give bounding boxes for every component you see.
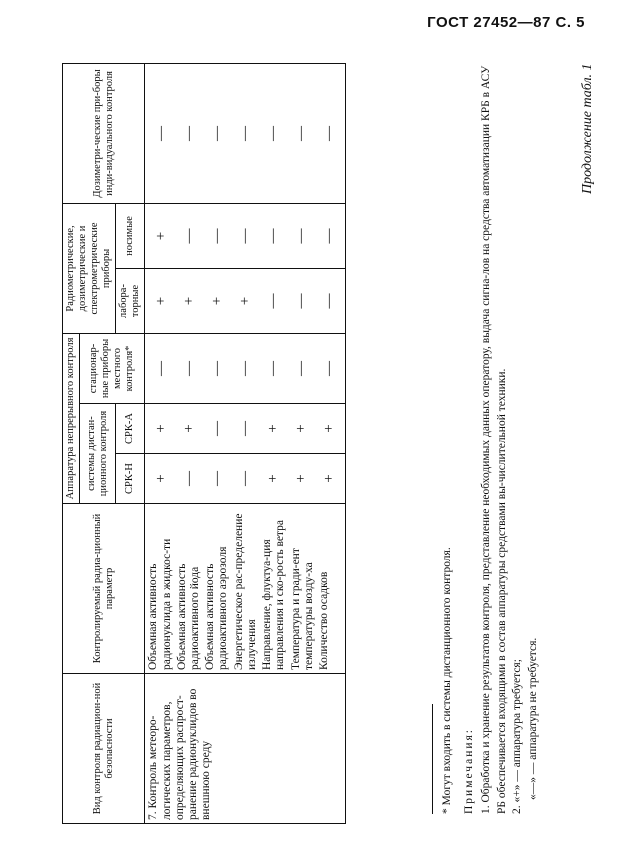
mark: + bbox=[321, 424, 338, 433]
mark: — bbox=[181, 361, 198, 376]
mark: — bbox=[265, 125, 282, 141]
mark: — bbox=[209, 228, 226, 244]
mark: — bbox=[293, 125, 310, 141]
mark: + bbox=[321, 474, 338, 483]
mark: — bbox=[237, 125, 254, 141]
param-text: Объемная активность радиоактивного аэрозоля bbox=[204, 546, 230, 670]
stationary-cell bbox=[145, 333, 346, 403]
header-portable: носимые bbox=[116, 203, 145, 268]
mark: — bbox=[321, 125, 338, 141]
mark: — bbox=[293, 228, 310, 244]
srk-a-cell bbox=[145, 404, 346, 454]
param-cell bbox=[145, 504, 346, 674]
note-item: 1. Обработка и хранение результатов контроля, представление необходимых данных оператору, выдача сигна-лов на средства автоматизации КРБ в АСУ РБ обеспечивается входящими в состав аппаратуры средствами вы-числительной техники. bbox=[480, 65, 508, 814]
mark: — bbox=[321, 293, 338, 309]
parameter-table bbox=[62, 63, 346, 824]
mark: — bbox=[237, 361, 254, 376]
mark: — bbox=[265, 293, 282, 309]
mark: — bbox=[237, 471, 254, 486]
param-text: Температура и гради-ент температуры возду-ха bbox=[289, 548, 315, 670]
notes-block bbox=[440, 54, 541, 814]
mark: — bbox=[321, 228, 338, 244]
header-kind: Вид контроля радиацион-ной безопасности bbox=[63, 674, 145, 824]
param-text: Объемная активность радионуклида в жидкос-ти bbox=[147, 538, 173, 670]
mark: + bbox=[181, 424, 198, 433]
page-header: ГОСТ 27452—87 С. 5 bbox=[427, 14, 585, 31]
lab-cell bbox=[145, 268, 346, 333]
header-srk-a: СРК-А bbox=[116, 404, 145, 454]
mark: — bbox=[153, 125, 170, 141]
dosimetric-cell bbox=[145, 63, 346, 203]
srk-n-cell bbox=[145, 454, 346, 504]
mark: + bbox=[265, 474, 282, 483]
mark: + bbox=[153, 424, 170, 433]
mark: — bbox=[321, 361, 338, 376]
note-item: 2. «+» — аппаратура требуется; bbox=[511, 659, 524, 814]
mark: — bbox=[181, 228, 198, 244]
mark: + bbox=[265, 424, 282, 433]
mark: + bbox=[153, 474, 170, 483]
mark: + bbox=[293, 474, 310, 483]
mark: — bbox=[293, 361, 310, 376]
notes-title: Примечания: bbox=[462, 728, 475, 814]
portable-cell bbox=[145, 203, 346, 268]
mark: — bbox=[153, 361, 170, 376]
mark: — bbox=[181, 471, 198, 486]
mark: — bbox=[237, 228, 254, 244]
header-stationary: стационар-ные приборы местного контроля* bbox=[80, 333, 145, 403]
mark: — bbox=[209, 471, 226, 486]
header-continuous: Аппаратура непрерывного контроля bbox=[63, 333, 80, 503]
param-text: Объемная активность радиоактивного йода bbox=[175, 563, 202, 670]
header-dosimetric: Дозиметри-ческие при-боры инди-видуального контроля bbox=[63, 63, 145, 203]
param-text: Направление, флуктуа-ция направления и ско-рость ветра bbox=[261, 520, 287, 670]
mark: — bbox=[265, 361, 282, 376]
mark: — bbox=[209, 361, 226, 376]
header-radiometric: Радиометрические, дозиметрические и спектрометрические приборы bbox=[63, 203, 116, 333]
param-text: Энергетическое рас-пределение излучения bbox=[232, 513, 258, 670]
mark: — bbox=[293, 293, 310, 309]
mark: — bbox=[237, 421, 254, 436]
footnote: * Могут входить в системы дистанционного контроля. bbox=[441, 547, 453, 814]
mark: + bbox=[237, 296, 254, 306]
mark: + bbox=[181, 296, 198, 306]
mark: — bbox=[265, 228, 282, 244]
mark: + bbox=[153, 296, 170, 306]
note-item: «—» — аппаратура не требуется. bbox=[526, 637, 539, 800]
mark: — bbox=[181, 125, 198, 141]
continuation-title: Продолжение табл. 1 bbox=[580, 63, 595, 194]
param-text: Количество осадков bbox=[318, 571, 330, 670]
footnote-separator bbox=[432, 704, 433, 814]
mark: + bbox=[293, 424, 310, 433]
mark: + bbox=[153, 231, 170, 241]
header-lab: лабора-торные bbox=[116, 268, 145, 333]
kind-cell: 7. Контроль метеоро-логических параметров, определяющих распрост-ранение радионуклидов во внешнюю среду bbox=[145, 674, 346, 824]
header-remote: системы дистан-ционного контроля bbox=[80, 404, 116, 504]
mark: — bbox=[209, 421, 226, 436]
mark: + bbox=[209, 296, 226, 306]
header-param: Контролируемый радиа-ционный параметр bbox=[63, 504, 145, 674]
table-row bbox=[145, 63, 346, 823]
mark: — bbox=[209, 125, 226, 141]
header-srk-n: СРК-Н bbox=[116, 454, 145, 504]
